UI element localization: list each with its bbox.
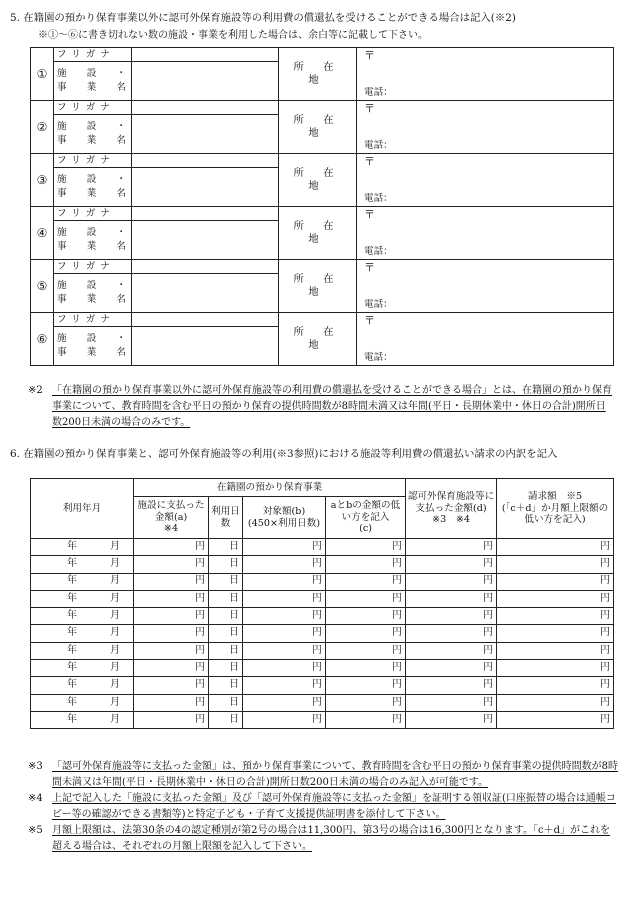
paid-d-cell[interactable]: 円 [406,660,497,677]
name-label-char: ・ [116,173,126,185]
month-cell[interactable]: 年 月 [31,608,134,625]
name-label-char: 設 [86,120,97,132]
footnote-mark: ※3 [28,761,43,772]
name-label-char: 名 [116,135,126,146]
name-label-char: 設 [86,226,97,238]
lower-c-cell[interactable]: 円 [326,590,406,607]
lower-c-cell[interactable]: 円 [326,625,406,642]
days-cell[interactable]: 日 [209,677,243,694]
furigana-label: フリガナ [54,313,132,327]
facility-name-label [54,221,132,260]
usage-row [31,590,614,607]
paid-d-cell[interactable]: 円 [406,573,497,590]
paid-d-cell[interactable]: 円 [406,590,497,607]
days-cell[interactable]: 日 [209,642,243,659]
claim-cell[interactable]: 円 [497,608,614,625]
target-b-cell[interactable]: 円 [243,539,326,556]
name-label-char: 設 [86,173,97,185]
paid-a-cell[interactable]: 円 [134,660,209,677]
zip-mark: 〒 [364,208,375,221]
target-b-cell[interactable]: 円 [243,573,326,590]
furigana-label: フリガナ [54,154,132,168]
name-label-char: 施 [57,332,67,344]
footnote-mark: ※4 [28,793,43,805]
target-b-cell[interactable]: 円 [243,608,326,625]
address-field[interactable] [357,48,614,101]
days-cell[interactable]: 日 [209,608,243,625]
paid-a-cell[interactable]: 円 [134,642,209,659]
usage-row [31,573,614,590]
name-label-char: 業 [86,188,97,199]
facility-name-label [54,327,132,366]
days-cell[interactable]: 日 [209,590,243,607]
header-days: 利用日数 [209,497,243,539]
month-cell[interactable]: 年 月 [31,694,134,711]
name-label-char: 施 [57,279,67,291]
facility-name-label [54,168,132,207]
zip-mark: 〒 [364,261,375,274]
name-label-char: 設 [86,332,97,344]
furigana-label: フリガナ [54,207,132,221]
claim-cell[interactable]: 円 [497,642,614,659]
name-label-char: 事 [57,347,67,358]
facility-name-label [54,62,132,101]
paid-d-cell[interactable]: 円 [406,694,497,711]
month-cell[interactable]: 年 月 [31,711,134,728]
target-b-cell[interactable]: 円 [243,677,326,694]
month-cell[interactable]: 年 月 [31,660,134,677]
days-cell[interactable]: 日 [209,556,243,573]
claim-cell[interactable]: 円 [497,556,614,573]
header-paid-a: 施設に支払った金額(a) ※4 [134,497,209,539]
name-label-char: ・ [116,226,126,238]
paid-a-cell[interactable]: 円 [134,556,209,573]
facility-name-field[interactable] [132,62,279,101]
furigana-field[interactable] [132,48,279,62]
facility-number: ② [31,101,54,154]
zip-mark: 〒 [364,155,375,168]
usage-row [31,677,614,694]
paid-a-cell[interactable]: 円 [134,539,209,556]
claim-cell[interactable]: 円 [497,660,614,677]
facility-number: ④ [31,207,54,260]
footnote-text: 上記で記入した「施設に支払った金額」及び「認可外保育施設等に支払った金額」を証明する領収証(口座振替の場合は通帳コピー等の確認ができる書類等)と特定子ども・子育て支援提供証明書を添付して下さい。 [52,793,616,820]
lower-c-cell[interactable]: 円 [326,677,406,694]
paid-a-cell[interactable]: 円 [134,608,209,625]
claim-cell[interactable]: 円 [497,625,614,642]
name-label-char: 名 [116,82,126,93]
usage-row [31,539,614,556]
address-field[interactable] [357,207,614,260]
note-2 [28,383,613,431]
lower-c-cell[interactable]: 円 [326,573,406,590]
zip-mark: 〒 [364,49,375,62]
name-label-char: 施 [57,173,67,185]
month-cell[interactable]: 年 月 [31,625,134,642]
facility-name-field[interactable] [132,168,279,207]
footnote-text: 「認可外保育施設等に支払った金額」は、預かり保育事業について、教育時間を含む平日の預かり保育事業の提供時間数が8時間未満又は年間(平日・長期休業中・休日の合計)開所日数200日未満の場合のみ記入が可能です。 [52,761,618,788]
location-label: 所 在 地 [279,48,357,101]
target-b-cell[interactable]: 円 [243,711,326,728]
claim-cell[interactable]: 円 [497,694,614,711]
month-cell[interactable]: 年 月 [31,556,134,573]
name-label-char: 業 [86,294,97,305]
furigana-label: フリガナ [54,101,132,115]
target-b-cell[interactable]: 円 [243,590,326,607]
days-cell[interactable]: 日 [209,711,243,728]
address-field[interactable] [357,154,614,207]
facility-name-field[interactable] [132,274,279,313]
tel-label: 電話： [364,299,393,311]
days-cell[interactable]: 日 [209,694,243,711]
location-label: 所 在 地 [279,207,357,260]
location-label: 所 在 地 [279,260,357,313]
location-label: 所 在 地 [279,313,357,366]
footnote [28,791,618,822]
name-label-char: ・ [116,120,126,132]
header-claim: 請求額 ※5 (「c＋d」か月額上限額の低い方を記入) [497,479,614,539]
name-label-char: ・ [116,332,126,344]
usage-row [31,625,614,642]
name-label-char: 施 [57,67,67,79]
furigana-label: フリガナ [54,48,132,62]
location-label: 所 在 地 [279,101,357,154]
tel-label: 電話： [364,140,393,152]
month-cell[interactable]: 年 月 [31,677,134,694]
target-b-cell[interactable]: 円 [243,625,326,642]
target-b-cell[interactable]: 円 [243,556,326,573]
target-b-cell[interactable]: 円 [243,660,326,677]
name-label-char: 事 [57,294,67,305]
paid-a-cell[interactable]: 円 [134,573,209,590]
month-cell[interactable]: 年 月 [31,539,134,556]
name-label-char: 事 [57,82,67,93]
name-label-char: 名 [116,188,126,199]
name-label-char: 事 [57,241,67,252]
days-cell[interactable]: 日 [209,660,243,677]
month-cell[interactable]: 年 月 [31,573,134,590]
paid-a-cell[interactable]: 円 [134,711,209,728]
header-target-b: 対象額(b) (450×利用日数) [243,497,326,539]
facility-number: ⑥ [31,313,54,366]
header-lower-c: aとbの金額の低い方を記入 (c) [326,497,406,539]
tel-label: 電話： [364,352,393,364]
paid-a-cell[interactable]: 円 [134,625,209,642]
name-label-char: ・ [116,279,126,291]
name-label-char: 業 [86,241,97,252]
target-b-cell[interactable]: 円 [243,642,326,659]
note-2-mark: ※2 [28,385,43,396]
facility-name-field[interactable] [132,221,279,260]
claim-cell[interactable]: 円 [497,573,614,590]
address-field[interactable] [357,313,614,366]
name-label-char: 業 [86,82,97,93]
days-cell[interactable]: 日 [209,625,243,642]
facility-number: ① [31,48,54,101]
facility-number: ③ [31,154,54,207]
target-b-cell[interactable]: 円 [243,694,326,711]
usage-row [31,608,614,625]
days-cell[interactable]: 日 [209,539,243,556]
usage-table [30,478,614,729]
paid-a-cell[interactable]: 円 [134,677,209,694]
lower-c-cell[interactable]: 円 [326,711,406,728]
header-month: 利用年月 [31,479,134,539]
footnotes [28,759,618,856]
month-cell[interactable]: 年 月 [31,642,134,659]
section5-note: ※①～⑥に書き切れない数の施設・事業を利用した場合は、余白等に記載して下さい。 [38,30,428,41]
claim-cell[interactable]: 円 [497,711,614,728]
footnote-mark: ※5 [28,825,43,837]
furigana-field[interactable] [132,207,279,221]
lower-c-cell[interactable]: 円 [326,608,406,625]
footnote [28,823,618,854]
name-label-char: 設 [86,67,97,79]
facility-name-field[interactable] [132,327,279,366]
facility-name-label [54,274,132,313]
name-label-char: 名 [116,241,126,252]
tel-label: 電話： [364,87,393,99]
zip-mark: 〒 [364,102,375,115]
furigana-field[interactable] [132,101,279,115]
paid-d-cell[interactable]: 円 [406,556,497,573]
address-field[interactable] [357,260,614,313]
days-cell[interactable]: 日 [209,573,243,590]
lower-c-cell[interactable]: 円 [326,642,406,659]
claim-cell[interactable]: 円 [497,539,614,556]
furigana-field[interactable] [132,260,279,274]
paid-d-cell[interactable]: 円 [406,539,497,556]
lower-c-cell[interactable]: 円 [326,539,406,556]
name-label-char: 施 [57,120,67,132]
usage-row [31,556,614,573]
name-label-char: 名 [116,294,126,305]
usage-row [31,694,614,711]
name-label-char: ・ [116,67,126,79]
facility-number: ⑤ [31,260,54,313]
paid-d-cell[interactable]: 円 [406,677,497,694]
paid-d-cell[interactable]: 円 [406,642,497,659]
note-2-text: 「在籍園の預かり保育事業以外に認可外保育施設等の利用費の償還払を受けることができる場合」とは、在籍園の預かり保育事業について、教育時間を含む平日の預かり保育の提供時間数が8時間未満又は年間(平日・長期休業中・休日の合計)開所日数200日未満の場合のみです。 [52,385,612,428]
location-label: 所 在 地 [279,154,357,207]
name-label-char: 事 [57,135,67,146]
lower-c-cell[interactable]: 円 [326,660,406,677]
paid-a-cell[interactable]: 円 [134,694,209,711]
footnote-text: 月額上限額は、法第30条の4の認定種別が第2号の場合は11,300円、第3号の場合は16,300円となります。「c＋d」がこれを超える場合は、それぞれの月額上限額を記入して下さい。 [52,825,610,852]
paid-d-cell[interactable]: 円 [406,608,497,625]
paid-a-cell[interactable]: 円 [134,590,209,607]
tel-label: 電話： [364,193,393,205]
zip-mark: 〒 [364,314,375,327]
usage-row [31,711,614,728]
header-paid-d: 認可外保育施設等に支払った金額(d) ※3 ※4 [406,479,497,539]
lower-c-cell[interactable]: 円 [326,694,406,711]
lower-c-cell[interactable]: 円 [326,556,406,573]
furigana-field[interactable] [132,313,279,327]
furigana-field[interactable] [132,154,279,168]
paid-d-cell[interactable]: 円 [406,711,497,728]
name-label-char: 事 [57,188,67,199]
usage-row [31,642,614,659]
tel-label: 電話： [364,246,393,258]
footnote [28,759,618,790]
header-group: 在籍園の預かり保育事業 [134,479,406,497]
name-label-char: 業 [86,135,97,146]
facility-name-field[interactable] [132,115,279,154]
furigana-label: フリガナ [54,260,132,274]
name-label-char: 業 [86,347,97,358]
name-label-char: 名 [116,347,126,358]
address-field[interactable] [357,101,614,154]
facility-table [30,47,614,366]
facility-name-label [54,115,132,154]
section6-title: 6. 在籍園の預かり保育事業と、認可外保育施設等の利用(※3参照)における施設等利用費の償還払い請求の内訳を記入 [10,448,558,460]
section5-title: 5. 在籍園の預かり保育事業以外に認可外保育施設等の利用費の償還払を受けることができる場合は記入(※2) [10,12,516,24]
claim-cell[interactable]: 円 [497,590,614,607]
month-cell[interactable]: 年 月 [31,590,134,607]
paid-d-cell[interactable]: 円 [406,625,497,642]
name-label-char: 設 [86,279,97,291]
claim-cell[interactable]: 円 [497,677,614,694]
name-label-char: 施 [57,226,67,238]
usage-row [31,660,614,677]
